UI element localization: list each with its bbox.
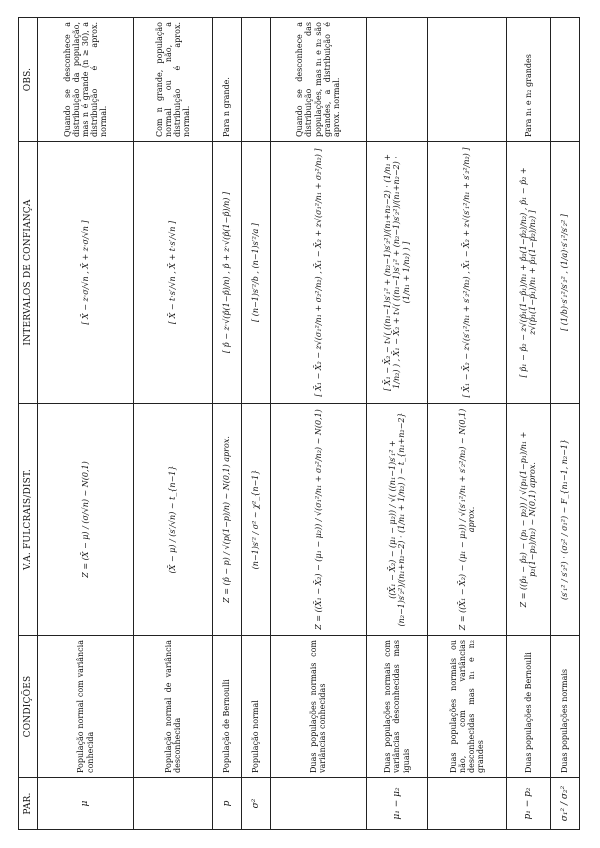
table-row [134, 18, 213, 830]
interval-cell: [ (n−1)s′²/b , (n−1)s′²/a ] [241, 142, 270, 404]
header-par: PAR. [19, 778, 38, 830]
condition-cell: Duas populações de Bernoulli [506, 636, 550, 778]
condition-cell: População normal com variância conhecida [38, 636, 134, 778]
header-obs: OBS. [19, 18, 38, 142]
pivot-cell: Z = ((p̂₁ − p̂₂) − (p₁ − p₂)) / √(p₁(1−p₁)/n₁ + p₂(1−p₂)/n₂) ∼ N(0,1) aprox. [506, 404, 550, 636]
param-cell [428, 778, 507, 830]
pivot-cell: ((X̄₁ − X̄₂) − (μ₁ − μ₂)) / √( ((n₁−1)s′₁² + (n₂−1)s′₂²)/(n₁+n₂−2) · (1/n₁ + 1/n₂) ) ∼ t_{n₁+n₂−2} [366, 404, 427, 636]
header-conditions: CONDIÇÕES [19, 636, 38, 778]
obs-cell [551, 18, 580, 142]
obs-cell: Com n grande, população normal ou não, a distribuição é aprox. normal. [134, 18, 213, 142]
obs-cell: Quando se desconhece a distribuição das populações, mas n₁ e n₂ são grandes, a distribuição é aprox. normal. [270, 18, 366, 142]
param-cell [134, 778, 213, 830]
interval-cell: [ X̄ − z·σ/√n , X̄ + z·σ/√n ] [38, 142, 134, 404]
param-cell: σ₁² / σ₂² [551, 778, 580, 830]
header-row [19, 18, 38, 830]
condition-cell: Duas populações normais ou não, com variâncias desconhecidas mas n₁ e n₂ grandes [428, 636, 507, 778]
interval-cell: [ p̂₁ − p̂₂ − z√(p̂₁(1−p̂₁)/n₁ + p̂₂(1−p̂₂)/n₂) , p̂₁ − p̂₂ + z√(p̂₁(1−p̂₁)/n₁ + p̂₂(1−p̂₂)/n₂) ] [506, 142, 550, 404]
table-row [241, 18, 270, 830]
obs-cell [241, 18, 270, 142]
header-confidence-intervals: INTERVALOS DE CONFIANÇA [19, 142, 38, 404]
obs-cell: Para n₁ e n₂ grandes [506, 18, 550, 142]
param-cell [270, 778, 366, 830]
condition-cell: Duas populações normais com variâncias desconhecidas mas iguais [366, 636, 427, 778]
table-row [270, 18, 366, 830]
table-row [212, 18, 241, 830]
interval-cell: [ X̄₁ − X̄₂ − z√(σ₁²/n₁ + σ₂²/n₂) , X̄₁ − X̄₂ + z√(σ₁²/n₁ + σ₂²/n₂) ] [270, 142, 366, 404]
param-cell: μ₁ − μ₂ [366, 778, 427, 830]
header-pivot-distribution: V.A. FULCRAIS/DIST. [19, 404, 38, 636]
pivot-cell: (X̄ − μ) / (s′/√n) ∼ t_{n−1} [134, 404, 213, 636]
table-row [551, 18, 580, 830]
pivot-cell: Z = (p̂ − p) / √(p(1−p)/n) ∼ N(0,1) aprox. [212, 404, 241, 636]
condition-cell: População normal de variância desconhecida [134, 636, 213, 778]
interval-cell: [ X̄₁ − X̄₂ − t√( ((n₁−1)s′₁² + (n₂−1)s′₂²)/(n₁+n₂−2) · (1/n₁ + 1/n₂) ) , X̄₁ − X̄₂ + t√( ((n₁−1)s′₁² + (n₂−1)s′₂²)/(n₁+n₂−2) · (1/n₁ + 1/n₂) ) ] [366, 142, 427, 404]
confidence-interval-table [18, 17, 580, 830]
condition-cell: População normal [241, 636, 270, 778]
condition-cell: População de Bernoulli [212, 636, 241, 778]
table-row [506, 18, 550, 830]
pivot-cell: Z = (X̄ − μ) / (σ/√n) ∼ N(0,1) [38, 404, 134, 636]
table-row [366, 18, 427, 830]
pivot-cell: (n−1)s′² / σ² ∼ χ²_{n−1} [241, 404, 270, 636]
obs-cell [428, 18, 507, 142]
interval-cell: [ (1/b)·s′₁²/s′₂² , (1/a)·s′₁²/s′₂² ] [551, 142, 580, 404]
interval-cell: [ p̂ − z·√(p̂(1−p̂)/n) , p̂ + z·√(p̂(1−p̂)/n) ] [212, 142, 241, 404]
interval-cell: [ X̄₁ − X̄₂ − z√(s′₁²/n₁ + s′₂²/n₂) , X̄₁ − X̄₂ + z√(s′₁²/n₁ + s′₂²/n₂) ] [428, 142, 507, 404]
condition-cell: Duas populações normais com variâncias conhecidas [270, 636, 366, 778]
interval-cell: [ X̄ − t·s′/√n , X̄ + t·s′/√n ] [134, 142, 213, 404]
table-row [38, 18, 134, 830]
param-cell: p₁ − p₂ [506, 778, 550, 830]
obs-cell: Quando se desconhece a distribuição da população, mas n é grande (n ≥ 30), a distribuição é aprox. normal. [38, 18, 134, 142]
pivot-cell: Z = ((X̄₁ − X̄₂) − (μ₁ − μ₂)) / √(s′₁²/n₁ + s′₂²/n₂) ∼ N(0,1) aprox. [428, 404, 507, 636]
param-cell: μ [38, 778, 134, 830]
table-row [428, 18, 507, 830]
param-cell: σ² [241, 778, 270, 830]
pivot-cell: (s′₁² / s′₂²) · (σ₂² / σ₁²) ∼ F_{n₁−1, n₂−1} [551, 404, 580, 636]
pivot-cell: Z = ((X̄₁ − X̄₂) − (μ₁ − μ₂)) / √(σ₁²/n₁ + σ₂²/n₂) ∼ N(0,1) [270, 404, 366, 636]
obs-cell [366, 18, 427, 142]
condition-cell: Duas populações normais [551, 636, 580, 778]
rotated-table-container [18, 18, 580, 830]
param-cell: p [212, 778, 241, 830]
obs-cell: Para n grande. [212, 18, 241, 142]
